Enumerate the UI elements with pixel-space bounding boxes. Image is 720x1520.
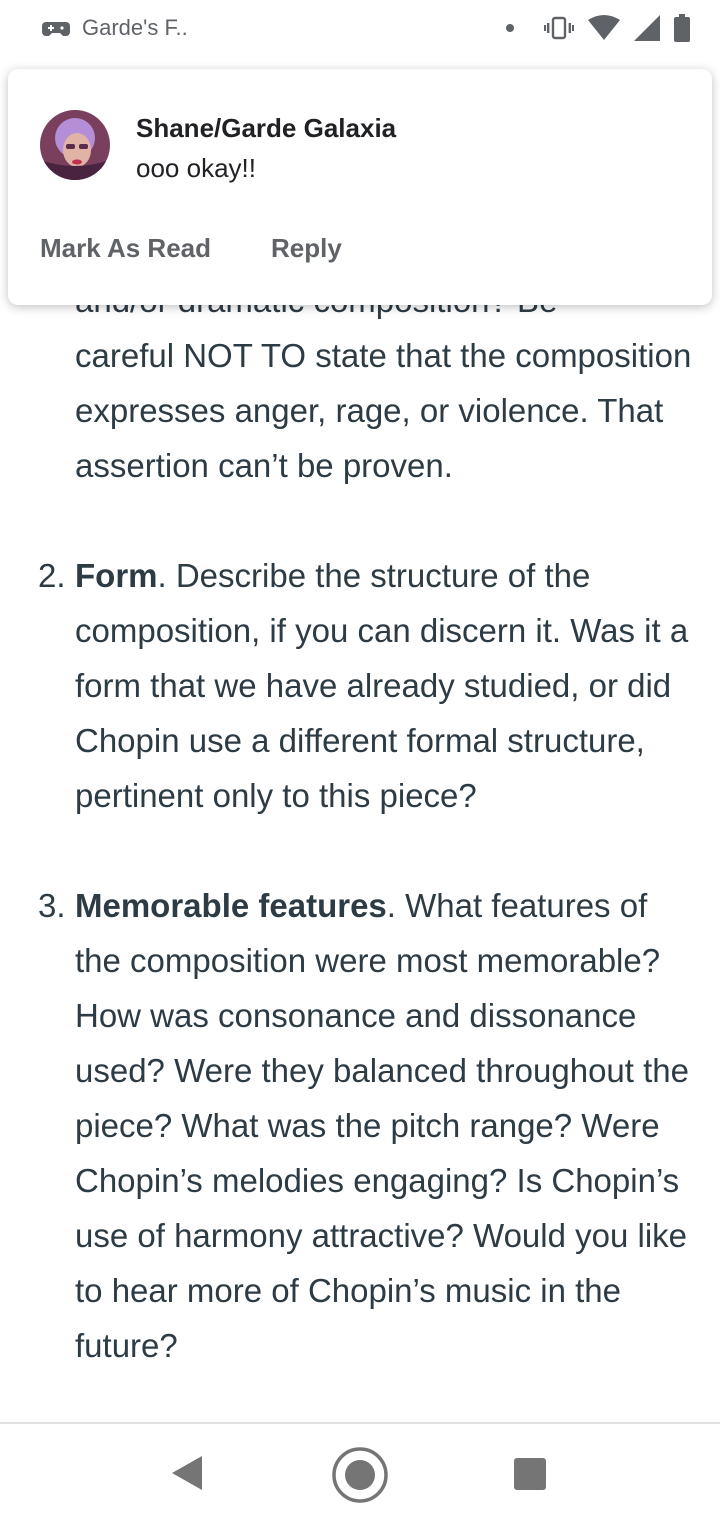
status-app-title: Garde's F.. (82, 15, 188, 40)
home-icon[interactable] (331, 1446, 389, 1504)
signal-icon (634, 15, 660, 41)
item-1-tail-text: careful NOT TO state that the composition expresses anger, rage, or violence. That assertion can’t be proven. (75, 337, 692, 484)
list-body (75, 548, 700, 823)
status-bar (0, 0, 720, 56)
app-controller-icon (42, 16, 70, 40)
notification-message: ooo okay!! (136, 153, 256, 183)
back-icon[interactable] (172, 1456, 204, 1490)
battery-icon (674, 14, 690, 42)
list-number: 3. (38, 887, 66, 924)
status-icons (506, 10, 690, 46)
avatar (40, 110, 110, 180)
heads-up-notification[interactable] (8, 69, 712, 305)
mark-as-read-button[interactable]: Mark As Read (40, 233, 211, 263)
list-text: . Describe the structure of the composition, if you can discern it. Was it a form that we have already studied, or did Chopin use a different formal structure, pertinent only to this piece? (75, 557, 689, 814)
list-body (75, 878, 700, 1373)
list-number: 2. (38, 557, 66, 594)
wifi-icon (588, 15, 620, 41)
list-text: . What features of the composition were most memorable? How was consonance and dissonance used? Were they balanced throughout the piece? What was the pitch range? Were Chopin’s melodies engaging? Is Chopin’s use of harmony attractive? Would you like to hear more of Chopin’s music in the future? (75, 887, 689, 1364)
reply-button[interactable]: Reply (271, 233, 342, 263)
navigation-bar (0, 1422, 720, 1520)
notification-dot-icon (506, 24, 514, 32)
recents-icon[interactable] (514, 1458, 546, 1490)
list-title: Form (75, 557, 158, 594)
notification-sender: Shane/Garde Galaxia (136, 113, 397, 143)
vibrate-icon (544, 16, 574, 40)
list-title: Memorable features (75, 887, 387, 924)
